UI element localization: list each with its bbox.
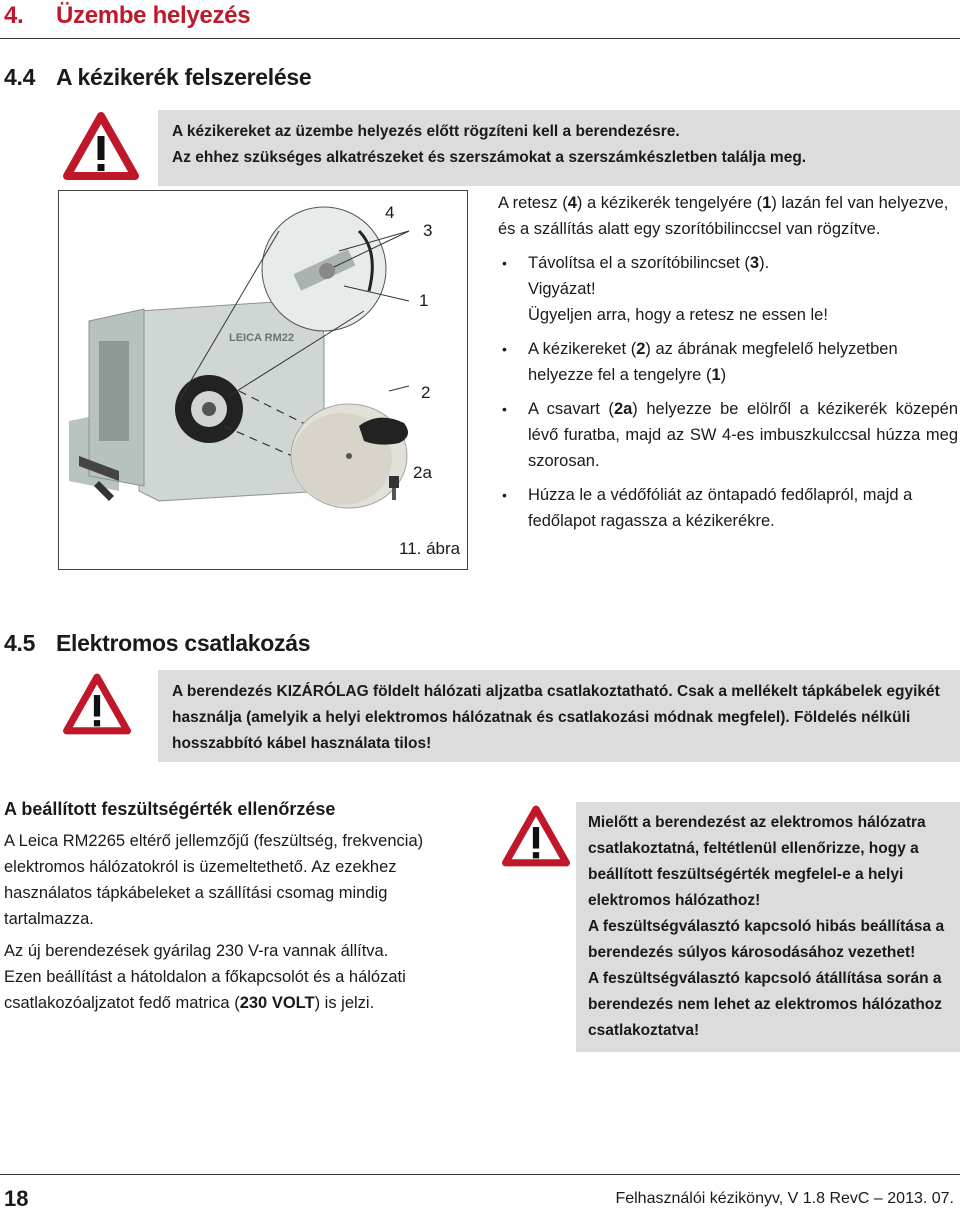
figure-label-4: 4 (385, 203, 395, 222)
section-heading-4-4 (4, 64, 311, 91)
figure-label-2a: 2a (413, 463, 432, 482)
figure-label-2: 2 (421, 383, 431, 402)
figure-handwheel-assembly (58, 190, 468, 570)
section-number: 4.5 (4, 630, 36, 656)
chapter-heading (4, 2, 250, 30)
warning-box-handwheel (158, 110, 960, 186)
figure-label-3: 3 (423, 221, 433, 240)
page-number: 18 (4, 1186, 29, 1211)
section-heading-4-5 (4, 630, 310, 657)
voltage-para-2: Az új berendezések gyárilag 230 V-ra vannak állítva. (4, 942, 389, 960)
voltage-para-1: A Leica RM2265 eltérő jellemzőjű (feszültség, frekvencia) elektromos hálózatokról is üzemeltethető. Az ezekhez használatos tápkábeleket a szállítási csomag mindig tartalmazza. (4, 832, 424, 928)
warning-box-grounding: A berendezés KIZÁRÓLAG földelt hálózati aljzatba csatlakoztatható. Csak a mellékelt tápkábelek egyikét használja (amelyik a helyi elektromos hálózatnak és csatlakozási módnak megfelel). Földelés nélküli hosszabbító kábel használata tilos! (158, 670, 960, 762)
instructions-block (498, 190, 958, 534)
warning-line: Az ehhez szükséges alkatrészeket és szerszámokat a szerszámkészletben találja meg. (172, 149, 807, 166)
list-item: • A kézikereket (2) az ábrának megfelelő helyzetben helyezze fel a tengelyre (1) (498, 336, 958, 388)
footer-divider (0, 1174, 960, 1175)
instruction-list (498, 250, 958, 534)
warning-box-voltage (576, 802, 960, 1052)
microtome-illustration (59, 191, 468, 570)
chapter-title: Üzembe helyezés (56, 2, 251, 29)
figure-caption: 11. ábra (399, 539, 461, 558)
list-item: • Húzza le a védőfóliát az öntapadó fedőlapról, majd a fedőlapot ragassza a kézikerékre. (498, 482, 958, 534)
figure-label-1: 1 (419, 291, 429, 310)
warning-paragraph: A feszültségválasztó kapcsoló átállítása során a berendezés nem lehet az elektromos hálózathoz csatlakoztatva! (588, 970, 943, 1039)
warning-triangle-icon (63, 112, 139, 180)
warning-triangle-icon (502, 804, 570, 868)
list-item: • A csavart (2a) helyezze be elölről a kézikerék közepén lévő furatba, majd az SW 4-es imbuszkulccsal húzza meg szorosan. (498, 396, 958, 474)
document-info: Felhasználói kézikönyv, V 1.8 RevC – 2013. 07. (615, 1190, 954, 1207)
voltage-check-block (4, 796, 474, 1016)
warning-paragraph: A feszültségválasztó kapcsoló hibás beállítása a berendezés súlyos károsodásához vezethet! (588, 918, 945, 961)
warning-paragraph: Mielőtt a berendezést az elektromos hálózatra csatlakoztatná, feltétlenül ellenőrizze, hogy a beállított feszültségérték megfelel-e a helyi elektromos hálózathoz! (588, 814, 926, 909)
warning-triangle-icon (63, 672, 131, 736)
section-title: Elektromos csatlakozás (56, 630, 311, 656)
brand-text: LEICA RM22 (229, 332, 294, 344)
warning-line: A kézikereket az üzembe helyezés előtt rögzíteni kell a berendezésre. (172, 123, 680, 140)
instructions-intro: A retesz (4) a kézikerék tengelyére (1) lazán fel van helyezve, és a szállítás alatt egy szorítóbilinccsel van rögzítve. (498, 194, 949, 238)
chapter-number: 4. (4, 2, 24, 29)
section-title: A kézikerék felszerelése (56, 64, 312, 90)
section-number: 4.4 (4, 64, 36, 90)
voltage-para-3: Ezen beállítást a hátoldalon a főkapcsolót és a hálózati csatlakozóaljzatot fedő matrica (230 VOLT) is jelzi. (4, 968, 406, 1012)
header-divider (0, 38, 960, 39)
list-item: • Távolítsa el a szorítóbilincset (3). Vigyázat! Ügyeljen arra, hogy a retesz ne essen le! (498, 250, 958, 328)
voltage-heading: A beállított feszültségérték ellenőrzése (4, 799, 336, 819)
